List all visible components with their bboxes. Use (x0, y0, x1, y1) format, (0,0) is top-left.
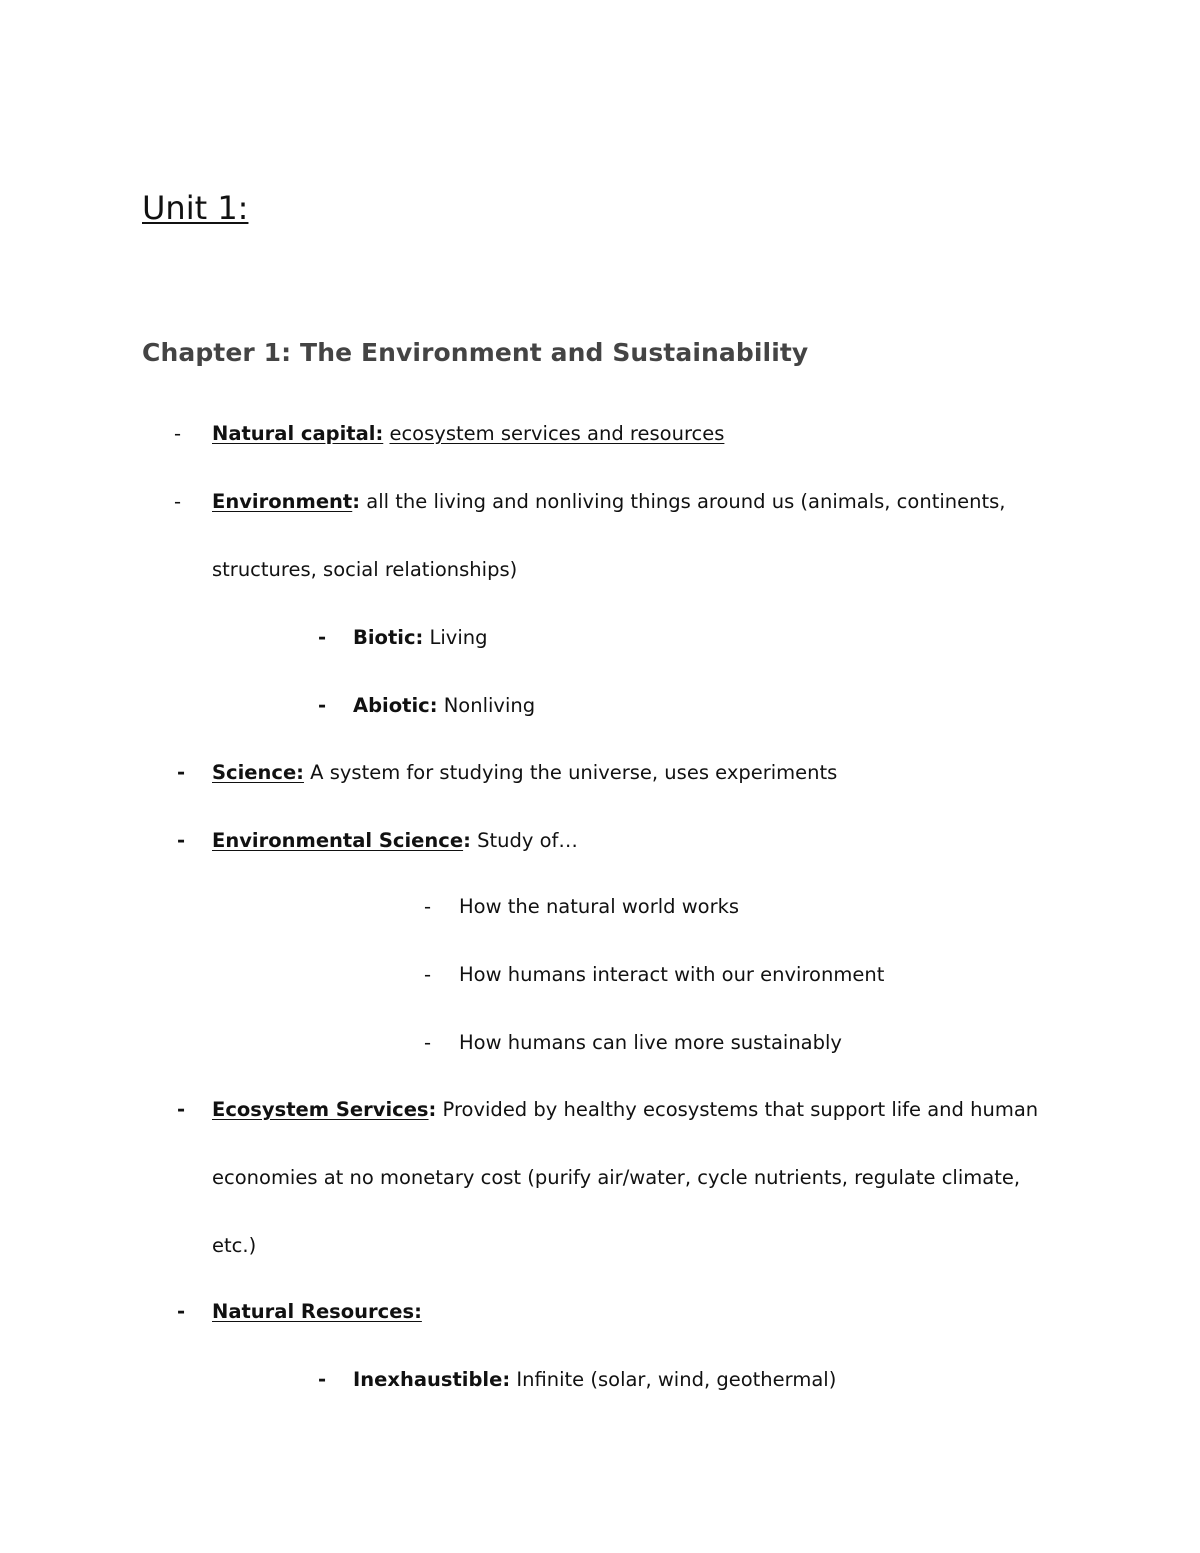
bullet-dash: - (318, 1368, 327, 1391)
definition-ecosystem-services-line2: economies at no monetary cost (purify air/water, cycle nutrients, regulate climate, (212, 1166, 1021, 1189)
bullet-dash: - (424, 1031, 432, 1054)
sub-item-text: How the natural world works (459, 895, 740, 918)
definition-inexhaustible: Infinite (solar, wind, geothermal) (510, 1368, 837, 1391)
definition-abiotic: Nonliving (437, 694, 536, 717)
term-inexhaustible: Inexhaustible: (353, 1368, 511, 1391)
bullet-dash: - (177, 1300, 186, 1323)
definition-natural-capital: ecosystem services and resources (389, 422, 725, 445)
sub-item-text: How humans interact with our environment (459, 963, 885, 986)
term-abiotic: Abiotic: (353, 694, 438, 717)
definition-science: A system for studying the universe, uses experiments (303, 761, 838, 784)
term-separator: : (352, 490, 361, 513)
bullet-dash: - (177, 1098, 186, 1121)
bullet-dash: - (174, 490, 182, 513)
unit-title: Unit 1: (142, 189, 249, 227)
term-science: Science: (212, 761, 304, 784)
definition-environmental-science: Study of… (470, 829, 578, 852)
term-biotic: Biotic: (353, 626, 424, 649)
definition-biotic: Living (423, 626, 488, 649)
chapter-title: Chapter 1: The Environment and Sustainability (142, 338, 809, 367)
bullet-dash: - (318, 626, 327, 649)
bullet-dash: - (424, 963, 432, 986)
term-natural-resources: Natural Resources: (212, 1300, 422, 1323)
definition-environment-line1: all the living and nonliving things around us (animals, continents, (360, 490, 1006, 513)
term-separator: : (428, 1098, 437, 1121)
bullet-dash: - (318, 694, 327, 717)
term-environmental-science: Environmental Science (212, 829, 464, 852)
bullet-dash: - (177, 761, 186, 784)
bullet-dash: - (177, 829, 186, 852)
definition-ecosystem-services-line1: Provided by healthy ecosystems that support life and human (436, 1098, 1039, 1121)
bullet-dash: - (174, 422, 182, 445)
term-environment: Environment (212, 490, 353, 513)
term-ecosystem-services: Ecosystem Services (212, 1098, 429, 1121)
term-separator: : (463, 829, 471, 852)
bullet-dash: - (424, 895, 432, 918)
sub-item-text: How humans can live more sustainably (459, 1031, 842, 1054)
definition-ecosystem-services-line3: etc.) (212, 1234, 257, 1257)
term-natural-capital: Natural capital: (212, 422, 384, 445)
definition-environment-line2: structures, social relationships) (212, 558, 518, 581)
